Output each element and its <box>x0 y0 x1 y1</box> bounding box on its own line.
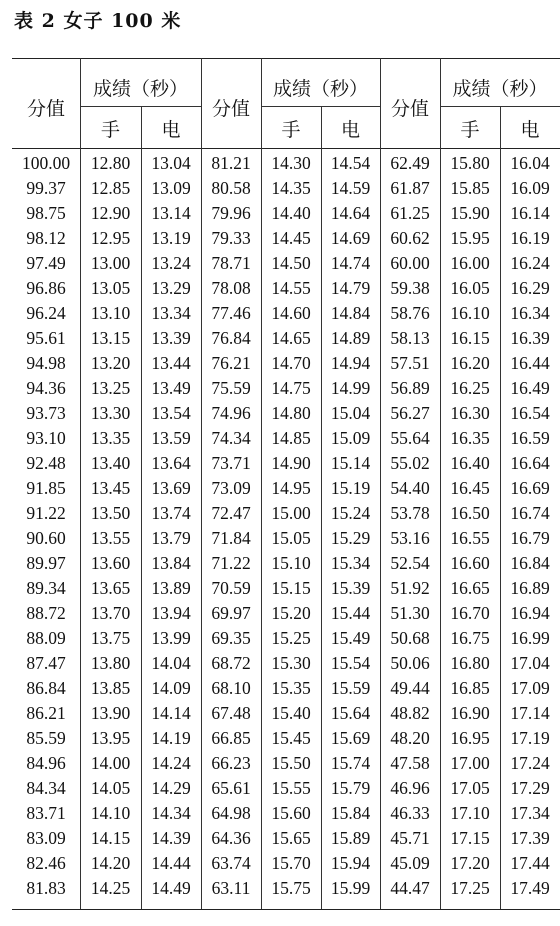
table-cell: 15.10 <box>271 553 311 573</box>
table-cell: 89.34 <box>26 578 66 598</box>
table-cell: 13.60 <box>90 553 131 573</box>
table-cell: 13.29 <box>151 278 191 298</box>
table-cell: 51.92 <box>390 578 430 598</box>
table-cell: 60.00 <box>390 253 430 273</box>
table-cell: 50.68 <box>390 628 430 648</box>
table-cell: 13.20 <box>90 353 131 373</box>
table-cell: 60.62 <box>390 228 430 248</box>
table-cell: 17.04 <box>510 653 550 673</box>
table-cell: 54.40 <box>390 478 430 498</box>
table-cell: 13.05 <box>90 278 131 298</box>
table-cell: 67.48 <box>211 703 251 723</box>
header-bottom-rule <box>12 148 560 149</box>
table-cell: 17.39 <box>510 828 550 848</box>
table-cell: 74.34 <box>211 428 251 448</box>
table-cell: 14.84 <box>330 303 371 323</box>
table-cell: 85.59 <box>26 728 66 748</box>
table-cell: 16.99 <box>510 628 550 648</box>
table-cell: 76.21 <box>211 353 251 373</box>
header-score: 分值 <box>390 98 429 120</box>
header-electric: 电 <box>161 119 181 141</box>
table-cell: 16.65 <box>450 578 490 598</box>
table-cell: 14.24 <box>151 753 191 773</box>
table-cell: 17.09 <box>510 678 550 698</box>
table-cell: 73.09 <box>211 478 251 498</box>
table-cell: 84.34 <box>26 778 66 798</box>
table-cell: 12.90 <box>90 203 131 223</box>
header-score: 分值 <box>211 98 250 120</box>
table-cell: 75.59 <box>211 378 251 398</box>
table-cell: 13.59 <box>151 428 191 448</box>
table-cell: 13.54 <box>151 403 191 423</box>
table-cell: 13.15 <box>90 328 131 348</box>
table-cell: 12.85 <box>90 178 131 198</box>
table-cell: 16.50 <box>450 503 490 523</box>
table-cell: 13.84 <box>151 553 191 573</box>
table-cell: 95.61 <box>26 328 66 348</box>
table-cell: 16.29 <box>510 278 550 298</box>
table-cell: 15.04 <box>330 403 371 423</box>
table-cell: 14.74 <box>330 253 371 273</box>
table-cell: 15.74 <box>330 753 371 773</box>
table-cell: 14.19 <box>151 728 191 748</box>
table-cell: 15.95 <box>450 228 490 248</box>
table-cell: 17.34 <box>510 803 550 823</box>
table-cell: 14.95 <box>271 478 311 498</box>
table-cell: 16.54 <box>510 403 550 423</box>
table-cell: 13.49 <box>151 378 191 398</box>
table-cell: 14.99 <box>330 378 371 398</box>
table-cell: 96.86 <box>26 278 66 298</box>
table-cell: 55.64 <box>390 428 430 448</box>
table-cell: 57.51 <box>390 353 430 373</box>
table-cell: 99.37 <box>26 178 66 198</box>
table-cell: 14.55 <box>271 278 311 298</box>
table-cell: 16.40 <box>450 453 490 473</box>
table-cell: 45.71 <box>390 828 430 848</box>
table-cell: 13.90 <box>90 703 131 723</box>
table-cell: 84.96 <box>26 753 66 773</box>
table-cell: 16.44 <box>510 353 550 373</box>
table-cell: 15.40 <box>271 703 311 723</box>
table-cell: 15.25 <box>271 628 311 648</box>
table-cell: 16.89 <box>510 578 550 598</box>
table-cell: 13.70 <box>90 603 131 623</box>
table-cell: 71.22 <box>211 553 251 573</box>
table-cell: 16.35 <box>450 428 490 448</box>
table-cell: 77.46 <box>211 303 251 323</box>
table-cell: 16.60 <box>450 553 490 573</box>
table-cell: 15.19 <box>330 478 371 498</box>
table-cell: 13.00 <box>90 253 131 273</box>
table-cell: 13.85 <box>90 678 131 698</box>
table-cell: 17.29 <box>510 778 550 798</box>
table-cell: 69.97 <box>211 603 251 623</box>
table-cell: 74.96 <box>211 403 251 423</box>
table-cell: 63.11 <box>211 878 251 898</box>
table-cell: 14.59 <box>330 178 371 198</box>
subheader-rule <box>440 106 560 107</box>
table-cell: 53.78 <box>390 503 430 523</box>
table-cell: 14.39 <box>151 828 191 848</box>
table-cell: 13.55 <box>90 528 131 548</box>
table-cell: 15.49 <box>330 628 371 648</box>
table-cell: 16.20 <box>450 353 490 373</box>
table-cell: 15.50 <box>271 753 311 773</box>
table-cell: 15.30 <box>271 653 311 673</box>
table-cell: 17.49 <box>510 878 550 898</box>
table-cell: 13.25 <box>90 378 131 398</box>
table-cell: 81.83 <box>26 878 66 898</box>
table-cell: 53.16 <box>390 528 430 548</box>
table-cell: 16.85 <box>450 678 490 698</box>
table-cell: 88.72 <box>26 603 66 623</box>
table-cell: 80.58 <box>211 178 251 198</box>
header-electric: 电 <box>520 119 540 141</box>
table-cell: 17.44 <box>510 853 550 873</box>
table-cell: 13.94 <box>151 603 191 623</box>
table-cell: 15.65 <box>271 828 311 848</box>
table-cell: 14.75 <box>271 378 311 398</box>
table-cell: 66.85 <box>211 728 251 748</box>
table-cell: 48.82 <box>390 703 430 723</box>
table-cell: 87.47 <box>26 653 66 673</box>
table-cell: 14.29 <box>151 778 191 798</box>
header-hand: 手 <box>281 119 301 141</box>
table-cell: 15.54 <box>330 653 371 673</box>
header-result: 成绩（秒） <box>92 78 188 100</box>
table-cell: 15.55 <box>271 778 311 798</box>
table-cell: 15.24 <box>330 503 371 523</box>
table-cell: 96.24 <box>26 303 66 323</box>
table-cell: 59.38 <box>390 278 430 298</box>
table-cell: 16.14 <box>510 203 550 223</box>
table-cell: 69.35 <box>211 628 251 648</box>
table-cell: 65.61 <box>211 778 251 798</box>
table-cell: 93.73 <box>26 403 66 423</box>
table-cell: 15.89 <box>330 828 371 848</box>
table-cell: 46.33 <box>390 803 430 823</box>
table-cell: 50.06 <box>390 653 430 673</box>
table-cell: 14.05 <box>90 778 131 798</box>
header-score: 分值 <box>26 98 65 120</box>
table-cell: 17.24 <box>510 753 550 773</box>
table-cell: 15.84 <box>330 803 371 823</box>
table-cell: 15.39 <box>330 578 371 598</box>
table-cell: 13.79 <box>151 528 191 548</box>
table-cell: 14.79 <box>330 278 371 298</box>
table-cell: 16.94 <box>510 603 550 623</box>
table-cell: 16.55 <box>450 528 490 548</box>
table-cell: 88.09 <box>26 628 66 648</box>
table-cell: 14.14 <box>151 703 191 723</box>
table-cell: 13.10 <box>90 303 131 323</box>
table-cell: 14.15 <box>90 828 131 848</box>
table-cell: 16.84 <box>510 553 550 573</box>
table-cell: 52.54 <box>390 553 430 573</box>
table-cell: 78.08 <box>211 278 251 298</box>
table-cell: 70.59 <box>211 578 251 598</box>
table-cell: 71.84 <box>211 528 251 548</box>
table-cell: 100.00 <box>21 153 71 173</box>
table-cell: 14.09 <box>151 678 191 698</box>
table-cell: 14.89 <box>330 328 371 348</box>
table-cell: 15.75 <box>271 878 311 898</box>
table-cell: 48.20 <box>390 728 430 748</box>
header-result: 成绩（秒） <box>272 78 368 100</box>
table-cell: 16.49 <box>510 378 550 398</box>
table-cell: 13.19 <box>151 228 191 248</box>
table-cell: 15.59 <box>330 678 371 698</box>
table-cell: 14.65 <box>271 328 311 348</box>
table-cell: 14.85 <box>271 428 311 448</box>
table-top-rule <box>12 58 560 59</box>
table-cell: 15.94 <box>330 853 371 873</box>
table-cell: 12.95 <box>90 228 131 248</box>
table-cell: 15.90 <box>450 203 490 223</box>
table-cell: 16.39 <box>510 328 550 348</box>
table-cell: 15.80 <box>450 153 490 173</box>
table-cell: 17.05 <box>450 778 490 798</box>
table-cell: 97.49 <box>26 253 66 273</box>
table-cell: 16.74 <box>510 503 550 523</box>
table-cell: 15.79 <box>330 778 371 798</box>
table-cell: 14.45 <box>271 228 311 248</box>
table-cell: 13.34 <box>151 303 191 323</box>
table-cell: 49.44 <box>390 678 430 698</box>
table-cell: 61.87 <box>390 178 430 198</box>
table-cell: 14.44 <box>151 853 191 873</box>
table-cell: 14.40 <box>271 203 311 223</box>
table-cell: 13.30 <box>90 403 131 423</box>
table-cell: 13.74 <box>151 503 191 523</box>
table-cell: 16.64 <box>510 453 550 473</box>
table-cell: 89.97 <box>26 553 66 573</box>
table-cell: 15.05 <box>271 528 311 548</box>
table-cell: 90.60 <box>26 528 66 548</box>
table-cell: 15.20 <box>271 603 311 623</box>
table-cell: 78.71 <box>211 253 251 273</box>
table-cell: 15.44 <box>330 603 371 623</box>
table-cell: 15.70 <box>271 853 311 873</box>
table-cell: 14.94 <box>330 353 371 373</box>
table-cell: 83.09 <box>26 828 66 848</box>
table-cell: 44.47 <box>390 878 430 898</box>
subheader-rule <box>80 106 201 107</box>
table-cell: 13.24 <box>151 253 191 273</box>
table-cell: 15.29 <box>330 528 371 548</box>
table-cell: 13.40 <box>90 453 131 473</box>
table-cell: 92.48 <box>26 453 66 473</box>
table-cell: 58.76 <box>390 303 430 323</box>
table-cell: 17.19 <box>510 728 550 748</box>
table-cell: 79.33 <box>211 228 251 248</box>
table-cell: 15.15 <box>271 578 311 598</box>
table-cell: 16.80 <box>450 653 490 673</box>
table-cell: 16.79 <box>510 528 550 548</box>
table-cell: 17.00 <box>450 753 490 773</box>
table-cell: 13.04 <box>151 153 191 173</box>
table-cell: 15.14 <box>330 453 371 473</box>
table-cell: 91.85 <box>26 478 66 498</box>
table-cell: 63.74 <box>211 853 251 873</box>
table-cell: 16.09 <box>510 178 550 198</box>
table-cell: 16.00 <box>450 253 490 273</box>
table-cell: 13.69 <box>151 478 191 498</box>
table-cell: 14.00 <box>90 753 131 773</box>
table-cell: 72.47 <box>211 503 251 523</box>
table-cell: 55.02 <box>390 453 430 473</box>
table-cell: 13.50 <box>90 503 131 523</box>
table-cell: 14.80 <box>271 403 311 423</box>
table-cell: 14.20 <box>90 853 131 873</box>
table-cell: 64.98 <box>211 803 251 823</box>
table-cell: 16.30 <box>450 403 490 423</box>
table-cell: 91.22 <box>26 503 66 523</box>
header-hand: 手 <box>100 119 120 141</box>
table-cell: 56.27 <box>390 403 430 423</box>
table-cell: 15.09 <box>330 428 371 448</box>
table-cell: 45.09 <box>390 853 430 873</box>
table-cell: 17.20 <box>450 853 490 873</box>
table-cell: 13.35 <box>90 428 131 448</box>
table-cell: 13.44 <box>151 353 191 373</box>
table-cell: 15.34 <box>330 553 371 573</box>
table-cell: 13.80 <box>90 653 131 673</box>
table-cell: 51.30 <box>390 603 430 623</box>
table-cell: 15.64 <box>330 703 371 723</box>
table-cell: 13.65 <box>90 578 131 598</box>
table-cell: 17.10 <box>450 803 490 823</box>
table-cell: 62.49 <box>390 153 430 173</box>
table-cell: 14.10 <box>90 803 131 823</box>
table-cell: 16.69 <box>510 478 550 498</box>
table-cell: 98.75 <box>26 203 66 223</box>
table-cell: 16.19 <box>510 228 550 248</box>
table-cell: 15.00 <box>271 503 311 523</box>
table-cell: 16.10 <box>450 303 490 323</box>
table-cell: 13.95 <box>90 728 131 748</box>
table-caption: 表 2 女子 100 米 <box>14 10 182 32</box>
table-cell: 14.04 <box>151 653 191 673</box>
table-cell: 13.64 <box>151 453 191 473</box>
header-result: 成绩（秒） <box>452 78 548 100</box>
table-cell: 14.25 <box>90 878 131 898</box>
table-cell: 68.72 <box>211 653 251 673</box>
table-cell: 15.69 <box>330 728 371 748</box>
table-cell: 16.34 <box>510 303 550 323</box>
table-cell: 16.45 <box>450 478 490 498</box>
table-cell: 79.96 <box>211 203 251 223</box>
table-cell: 94.98 <box>26 353 66 373</box>
table-cell: 16.59 <box>510 428 550 448</box>
table-cell: 13.75 <box>90 628 131 648</box>
table-cell: 94.36 <box>26 378 66 398</box>
table-cell: 16.95 <box>450 728 490 748</box>
header-hand: 手 <box>460 119 480 141</box>
subheader-rule <box>261 106 380 107</box>
table-cell: 56.89 <box>390 378 430 398</box>
table-cell: 15.45 <box>271 728 311 748</box>
table-cell: 98.12 <box>26 228 66 248</box>
table-cell: 14.60 <box>271 303 311 323</box>
table-cell: 58.13 <box>390 328 430 348</box>
table-cell: 82.46 <box>26 853 66 873</box>
table-cell: 17.15 <box>450 828 490 848</box>
table-bottom-rule <box>12 909 560 910</box>
table-cell: 13.89 <box>151 578 191 598</box>
table-cell: 13.99 <box>151 628 191 648</box>
table-cell: 86.84 <box>26 678 66 698</box>
table-cell: 81.21 <box>211 153 251 173</box>
table-cell: 14.90 <box>271 453 311 473</box>
table-cell: 15.60 <box>271 803 311 823</box>
table-cell: 13.45 <box>90 478 131 498</box>
table-cell: 16.90 <box>450 703 490 723</box>
table-cell: 14.54 <box>330 153 371 173</box>
table-cell: 17.14 <box>510 703 550 723</box>
table-cell: 14.64 <box>330 203 371 223</box>
header-electric: 电 <box>340 119 360 141</box>
table-cell: 83.71 <box>26 803 66 823</box>
table-cell: 14.49 <box>151 878 191 898</box>
table-cell: 16.15 <box>450 328 490 348</box>
table-cell: 15.85 <box>450 178 490 198</box>
table-cell: 15.35 <box>271 678 311 698</box>
table-cell: 13.09 <box>151 178 191 198</box>
table-cell: 16.75 <box>450 628 490 648</box>
table-cell: 66.23 <box>211 753 251 773</box>
table-cell: 46.96 <box>390 778 430 798</box>
table-cell: 14.30 <box>271 153 311 173</box>
table-cell: 14.70 <box>271 353 311 373</box>
table-cell: 15.99 <box>330 878 371 898</box>
table-cell: 17.25 <box>450 878 490 898</box>
table-cell: 64.36 <box>211 828 251 848</box>
table-cell: 93.10 <box>26 428 66 448</box>
table-cell: 16.24 <box>510 253 550 273</box>
table-cell: 13.39 <box>151 328 191 348</box>
table-cell: 68.10 <box>211 678 251 698</box>
table-cell: 14.69 <box>330 228 371 248</box>
table-cell: 61.25 <box>390 203 430 223</box>
table-cell: 12.80 <box>90 153 131 173</box>
table-cell: 47.58 <box>390 753 430 773</box>
table-cell: 16.25 <box>450 378 490 398</box>
table-cell: 76.84 <box>211 328 251 348</box>
table-cell: 16.05 <box>450 278 490 298</box>
table-cell: 14.50 <box>271 253 311 273</box>
table-cell: 16.04 <box>510 153 550 173</box>
table-cell: 14.35 <box>271 178 311 198</box>
table-cell: 16.70 <box>450 603 490 623</box>
table-cell: 86.21 <box>26 703 66 723</box>
table-cell: 13.14 <box>151 203 191 223</box>
table-cell: 14.34 <box>151 803 191 823</box>
table-cell: 73.71 <box>211 453 251 473</box>
